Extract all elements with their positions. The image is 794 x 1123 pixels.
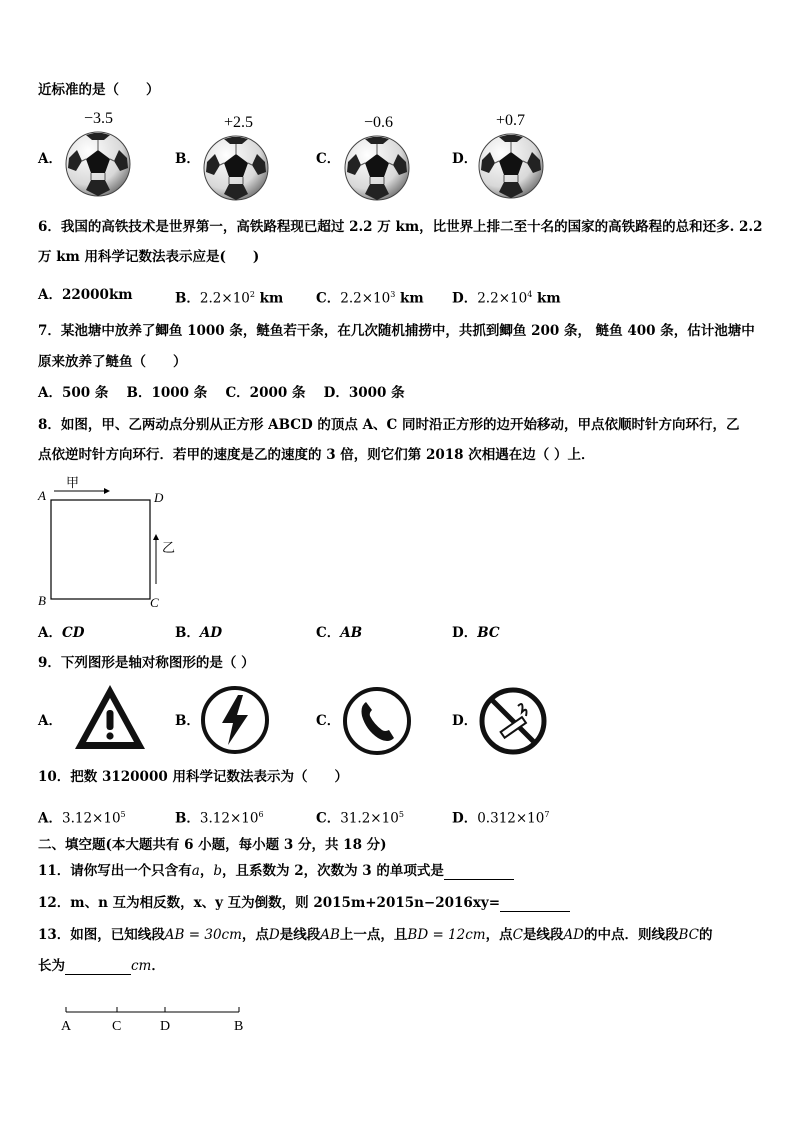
q10-option-d[interactable]	[452, 806, 549, 828]
option-key: B．	[175, 625, 200, 641]
q5-label-d: +0.7	[496, 112, 526, 129]
q9-option-d[interactable]	[452, 712, 477, 730]
q13-text: 13．如图，已知线段	[38, 927, 165, 943]
q6-option-c[interactable]	[316, 286, 424, 308]
q9-stem: 9．下列图形是轴对称图形的是（ ）	[38, 655, 255, 671]
q6-option-d[interactable]	[452, 286, 561, 308]
q5-option-a[interactable]	[38, 150, 62, 168]
q13-text: 上一点，且	[339, 927, 408, 943]
option-key: D．	[452, 810, 478, 827]
option-key: C．	[316, 713, 341, 729]
q8-option-b[interactable]	[175, 624, 222, 642]
label-jia: 甲	[66, 475, 80, 490]
q7-stem-line1: 7．某池塘中放养了鲫鱼 1000 条，鲢鱼若干条，在几次随机捕捞中，共抓到鲫鱼 200 条， 鲢鱼 400 条，估计池塘中	[38, 323, 755, 339]
square-abcd-figure	[34, 474, 184, 614]
option-key: A．	[38, 625, 62, 641]
option-value: 2.2×10	[477, 290, 528, 307]
q12-stem	[38, 894, 570, 912]
q10-option-b[interactable]	[175, 806, 264, 828]
q13-math: AB = 30cm	[164, 927, 242, 943]
q6-stem-line2: 万 km 用科学记数法表示应是( )	[38, 249, 260, 265]
section-heading: 二、填空题(本大题共有 6 小题，每小题 3 分，共 18 分)	[38, 837, 387, 853]
option-value: AB	[340, 625, 363, 641]
answer-blank[interactable]	[500, 897, 570, 912]
q9-option-b[interactable]	[175, 712, 200, 730]
q13-math: AB	[320, 927, 340, 943]
unit: km	[395, 290, 424, 307]
q8-stem-line2: 点依逆时针方向环行．若甲的速度是乙的速度的 3 倍，则它们第 2018 次相遇在边（ ）上．	[38, 447, 595, 463]
option-key: C．	[316, 810, 341, 827]
q7-stem-line2: 原来放养了鲢鱼（ ）	[38, 354, 187, 370]
q13-math: BD = 12cm	[407, 927, 486, 943]
option-key: D．	[452, 290, 478, 307]
vertex-b: B	[38, 593, 46, 608]
q13-stem-line1	[38, 926, 713, 944]
option-value: 3.12×10	[61, 810, 121, 827]
var-b: b	[213, 863, 223, 879]
q5-stem-tail: 近标准的是（ ）	[38, 82, 160, 98]
q6-option-b[interactable]	[175, 286, 283, 308]
q11-sep: ，	[199, 863, 214, 879]
arrow-jia-head	[104, 488, 110, 494]
q13-text: ，点	[241, 927, 269, 943]
option-value: 0.312×10	[477, 810, 545, 827]
option-key: B．	[175, 713, 200, 729]
q11-text-b: ，且系数为 2，次数为 3 的单项式是	[222, 863, 444, 879]
q9-option-a[interactable]	[38, 712, 62, 730]
phone-circle-icon	[342, 686, 412, 756]
option-value: BC	[477, 625, 500, 641]
q13-text: 是线段	[279, 927, 321, 943]
vertex-c: C	[150, 595, 159, 610]
unit-cm: cm	[131, 958, 152, 974]
unit: km	[254, 290, 284, 307]
option-key: C．	[316, 151, 341, 167]
q11-text-a: 11．请你写出一个只含有	[38, 863, 192, 879]
exponent: 4	[527, 290, 533, 299]
q12-text: 12．m、n 互为相反数，x、y 互为倒数，则 2015m+2015n−2016xy=	[38, 895, 501, 911]
q13-math: D	[268, 927, 280, 943]
q5-option-b[interactable]	[175, 150, 200, 168]
q13-text: 的	[699, 927, 713, 943]
option-key: D．	[452, 625, 478, 641]
exponent: 7	[544, 810, 550, 819]
q10-stem: 10．把数 3120000 用科学记数法表示为（ ）	[38, 769, 348, 785]
segment-figure	[56, 1000, 256, 1040]
point-d: D	[160, 1019, 171, 1034]
answer-blank[interactable]	[444, 865, 514, 880]
q5-label-c: −0.6	[364, 114, 394, 131]
var-a: a	[191, 863, 200, 879]
q8-option-a[interactable]	[38, 624, 84, 642]
option-key: C．	[316, 290, 341, 307]
soccer-ball-icon	[202, 132, 270, 204]
q7-options[interactable]: A．500 条 B．1000 条 C．2000 条 D．3000 条	[38, 385, 405, 401]
q13-math: BC	[678, 927, 700, 943]
option-value: 31.2×10	[340, 810, 399, 827]
q13-text: ，点	[485, 927, 513, 943]
q13-stem-line2: 长为 cm．	[38, 958, 165, 974]
q6-option-a[interactable]	[38, 286, 133, 304]
option-value: 2.2×10	[199, 290, 250, 307]
q13-text: 是线段	[522, 927, 564, 943]
q13-text: 的中点．则线段	[584, 927, 679, 943]
q11-stem	[38, 862, 514, 880]
no-smoking-icon	[478, 686, 548, 756]
q5-label-a: −3.5	[84, 110, 114, 127]
exponent: 6	[258, 810, 264, 819]
q5-option-c[interactable]	[316, 150, 340, 168]
answer-blank[interactable]	[65, 960, 131, 975]
option-key: C．	[316, 625, 341, 641]
q13-text: 长为	[38, 958, 65, 974]
option-key: B．	[175, 151, 200, 167]
q8-option-c[interactable]	[316, 624, 362, 642]
q5-label-b: +2.5	[224, 114, 254, 131]
option-key: D．	[452, 151, 478, 167]
option-key: B．	[175, 810, 200, 827]
unit: km	[532, 290, 561, 307]
option-value: 22000km	[61, 287, 133, 303]
q10-option-a[interactable]	[38, 806, 126, 828]
q6-stem-line1: 6．我国的高铁技术是世界第一，高铁路程现已超过 2.2 万 km，比世界上排二至十名的国家的高铁路程的总和还多. 2.2	[38, 219, 763, 235]
option-value: AD	[199, 625, 223, 641]
soccer-ball-icon	[477, 130, 545, 202]
soccer-ball-icon	[343, 132, 411, 204]
exponent: 5	[120, 810, 126, 819]
soccer-ball-icon	[64, 128, 132, 200]
point-a: A	[61, 1019, 72, 1034]
option-key: A．	[38, 810, 62, 827]
q10-option-c[interactable]	[316, 806, 404, 828]
point-b: B	[234, 1019, 244, 1034]
q9-option-c[interactable]	[316, 712, 340, 730]
exponent: 2	[249, 290, 255, 299]
q13-math: C	[512, 927, 523, 943]
option-value: 2.2×10	[340, 290, 391, 307]
square-abcd	[51, 500, 150, 599]
lightning-circle-icon	[200, 685, 270, 755]
option-value: CD	[61, 625, 85, 641]
label-yi: 乙	[162, 540, 176, 555]
option-key: A．	[38, 151, 62, 167]
q5-option-d[interactable]	[452, 150, 477, 168]
option-key: A．	[38, 287, 62, 303]
q8-stem-line1: 8．如图，甲、乙两动点分别从正方形 ABCD 的顶点 A、C 同时沿正方形的边开始移动，甲点依顺时针方向环行，乙	[38, 417, 740, 433]
option-key: B．	[175, 290, 200, 307]
warning-triangle-icon	[72, 682, 148, 752]
q8-option-d[interactable]	[452, 624, 500, 642]
exponent: 3	[390, 290, 396, 299]
arrow-yi-head	[153, 534, 159, 540]
exponent: 5	[398, 810, 404, 819]
option-key: D．	[452, 713, 478, 729]
vertex-d: D	[154, 490, 164, 505]
option-key: A．	[38, 713, 62, 729]
option-value: 3.12×10	[199, 810, 259, 827]
point-c: C	[112, 1019, 122, 1034]
q13-math: AD	[563, 927, 585, 943]
vertex-a: A	[38, 488, 46, 503]
